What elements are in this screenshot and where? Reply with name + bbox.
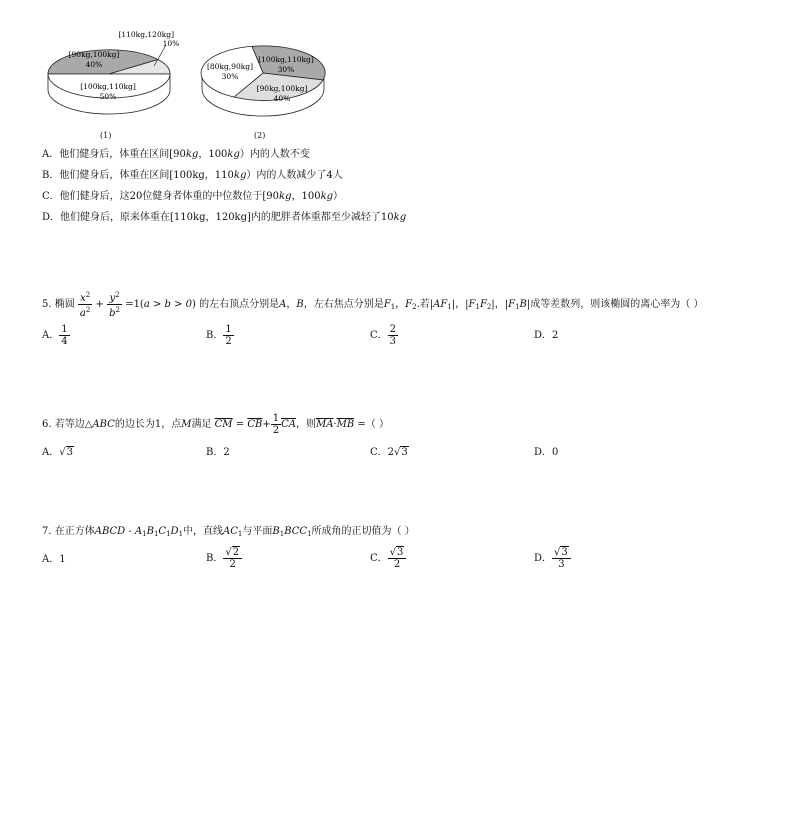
pie1-label-top-pct: 10% (162, 39, 180, 48)
q6-option-d: D．0 (534, 447, 559, 458)
pie2-caption: (2) (254, 131, 266, 140)
pie1-label-top: [110kg,120kg] (118, 30, 174, 39)
pie-chart-1 (44, 28, 180, 128)
pie2-label-left: [80kg,90kg] (206, 62, 254, 71)
pie2-label-right-pct: 30% (277, 65, 295, 74)
frac-x2-a2: $\frac{x^2}{a^2}$ (79, 291, 91, 319)
frac-y2-b2: $\frac{y^2}{b^2}$ (109, 291, 120, 319)
q7-option-c: C． $\frac{√3}{2}$ (370, 545, 406, 575)
q6-option-a: A．√3 (42, 447, 73, 458)
pie2-label-bottom: [90kg,100kg] (256, 84, 308, 93)
q6-option-c: C．2√3 (370, 447, 408, 458)
q5-option-d: D．2 (534, 330, 559, 341)
q7-option-d: D． $\frac{√3}{3}$ (534, 545, 571, 575)
pie1-label-bottom: [100kg,110kg] (80, 82, 136, 91)
q4-option-c: C．他们健身后，这20位健身者体重的中位数位于[90kg，100kg） (42, 191, 344, 202)
q4-option-a: A．他们健身后，体重在区间[90kg，100kg）内的人数不变 (42, 149, 310, 160)
q4-option-b: B．他们健身后，体重在区间[100kg，110kg）内的人数减少了4人 (42, 170, 343, 181)
pie-chart-2 (198, 36, 328, 128)
q5-option-c: C． $\frac{2}{3}$ (370, 324, 397, 347)
pie2-label-bottom-pct: 40% (273, 94, 291, 103)
q7-option-b: B． $\frac{√2}{2}$ (206, 545, 242, 575)
q5-option-b: B． $\frac{1}{2}$ (206, 324, 232, 347)
q7-stem: 7. 在正方体ABCD - $A_1B_1C_1D_1$中，直线$AC_1$与平面$B_1BCC_1$所成角的正切值为（ ） (42, 526, 415, 538)
pie2-label-left-pct: 30% (221, 72, 239, 81)
pie1-caption: (1) (100, 131, 112, 140)
q5-stem: 5. 椭圆 $\frac{x^2}{a^2}$ + $\frac{y^2}{b^2}$ =1(a > b > 0) 的左右顶点分别是A，B，左右焦点分别是$F_1$，$F_2$.若$|AF_1|$，$|F_1F_2|$，$|F_1B|$成等差数列，则该椭圆的离心率为（ ） (42, 291, 704, 319)
pie1-label-bottom-pct: 50% (99, 92, 117, 101)
q7-option-a: A．1 (42, 554, 66, 565)
q4-option-d: D．他们健身后，原来体重在[110kg，120kg]内的肥胖者体重都至少减轻了10kg (42, 212, 407, 223)
q6-stem: 6. 若等边△ABC的边长为1，点M满足 $\overline{CM} = \overline{CB}+$ $\frac{1}{2}$ $\overline{CA}$，则$\overline{MA}\cdot\overline{MB}$ =（ ） (42, 413, 389, 436)
q6-option-b: B．2 (206, 447, 230, 458)
pie1-label-left: [90kg,100kg] (68, 50, 120, 59)
q5-option-a: A． $\frac{1}{4}$ (42, 324, 68, 347)
pie1-label-left-pct: 40% (85, 60, 103, 69)
pie2-label-right: [100kg,110kg] (258, 55, 314, 64)
